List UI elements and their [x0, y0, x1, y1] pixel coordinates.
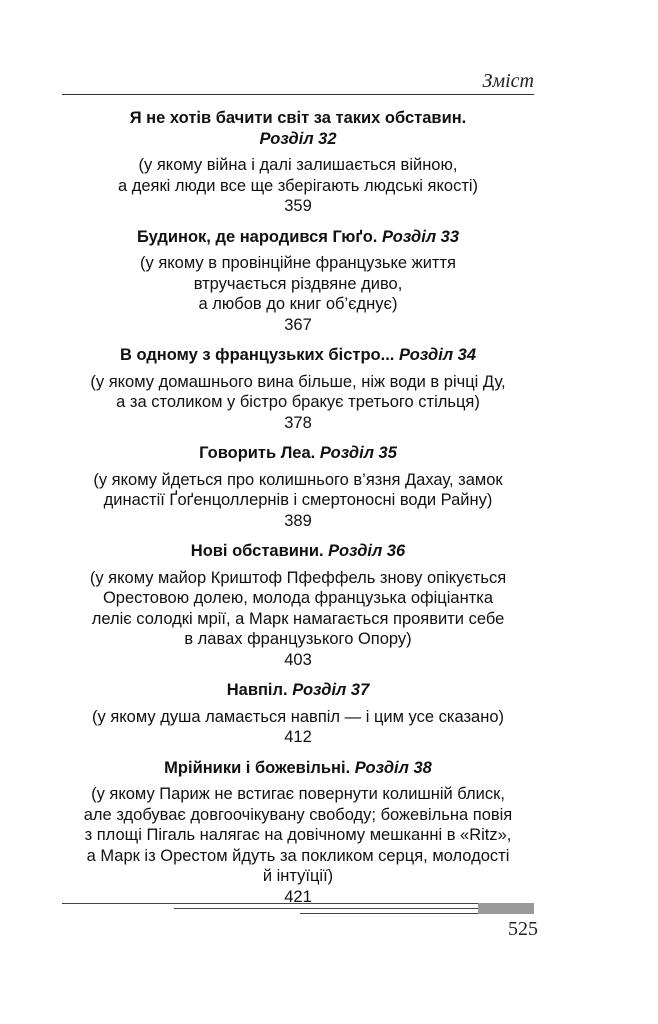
toc-entry-chapter: Розділ 35: [319, 444, 397, 462]
toc-entry-heading: [62, 227, 534, 248]
toc-entry-title: В одному з французьких бістро...: [119, 346, 395, 364]
toc-entry-title: Мрійники і божевільні.: [164, 758, 351, 777]
toc-entry-title: Нові обставини.: [190, 542, 324, 560]
toc-entry-chapter: Розділ 37: [292, 681, 370, 699]
toc-entry-chapter: Розділ 38: [354, 758, 432, 777]
toc-entry-description: (у якому йдеться про колишнього в’язня Дахау, замок династії Ґоґенцоллернів і смертоносні води Райну): [93, 470, 503, 509]
page-number: 525: [508, 918, 538, 940]
toc-entry-page: 421: [284, 887, 312, 906]
toc-entry-chapter: Розділ 32: [259, 129, 337, 148]
toc-entry: [62, 443, 534, 531]
toc-entry: [62, 758, 534, 908]
footer-rule: [62, 903, 534, 904]
toc-entry: [62, 227, 534, 336]
toc-entry-page: 389: [284, 511, 312, 530]
toc-entry-description: (у якому в провінційне французьке життя втручається різдвяне диво, а любов до книг об’єднує): [140, 254, 456, 313]
toc-entry-page: 359: [284, 197, 312, 215]
toc-entry-title: Будинок, де народився Гюґо.: [136, 227, 378, 246]
toc-entry-page: 378: [284, 413, 312, 432]
toc-entry: [62, 680, 534, 748]
toc-entry: [62, 541, 534, 670]
toc-entry-chapter: Розділ 34: [398, 346, 477, 364]
toc-entry-description: (у якому Париж не встигає повернути колишній блиск, але здобуває довгоочікувану свободу; божевільна повія з площі Пігаль налягає на довічному мешканні в «Ritz», а Марк із Орестом йдуть за покликом серця, молодості й інтуїції): [83, 785, 513, 885]
toc-entry-heading: [62, 758, 534, 779]
toc-entry: [62, 108, 534, 217]
toc-entry-chapter: Розділ 33: [381, 227, 460, 246]
footer-decoration-block: [478, 903, 534, 914]
toc-entry-heading: [62, 345, 534, 366]
toc-entry-title: Я не хотів бачити світ за таких обставин.: [129, 109, 467, 127]
toc-entry: [62, 345, 534, 433]
toc-entry-description: (у якому домашнього вина більше, ніж води в річці Ду, а за столиком у бістро бракує третього стільця): [90, 372, 506, 411]
toc-entry-heading: [62, 108, 534, 149]
toc-entry-description: (у якому війна і далі залишається війною, а деякі люди все ще зберігають людські якості): [117, 156, 479, 195]
toc-entry-page: 367: [284, 315, 312, 334]
table-of-contents: [62, 108, 534, 917]
header-rule: [62, 94, 534, 95]
toc-entry-description: (у якому майор Криштоф Пфеффель знову опікується Орестовою долею, молода французька офіціантка леліє солодкі мрії, а Марк намагається проявити себе в лавах французького Опору): [89, 568, 507, 648]
toc-entry-heading: [62, 680, 534, 701]
toc-entry-title: Говорить Леа.: [199, 444, 316, 462]
toc-entry-description: (у якому душа ламається навпіл — і цим усе сказано): [92, 707, 504, 726]
toc-entry-page: 412: [284, 728, 312, 746]
toc-entry-chapter: Розділ 36: [328, 542, 406, 560]
toc-entry-heading: [62, 443, 534, 464]
toc-entry-page: 403: [284, 650, 312, 669]
toc-entry-title: Навпіл.: [226, 681, 288, 699]
toc-entry-heading: [62, 541, 534, 562]
running-head: Зміст: [482, 70, 534, 92]
